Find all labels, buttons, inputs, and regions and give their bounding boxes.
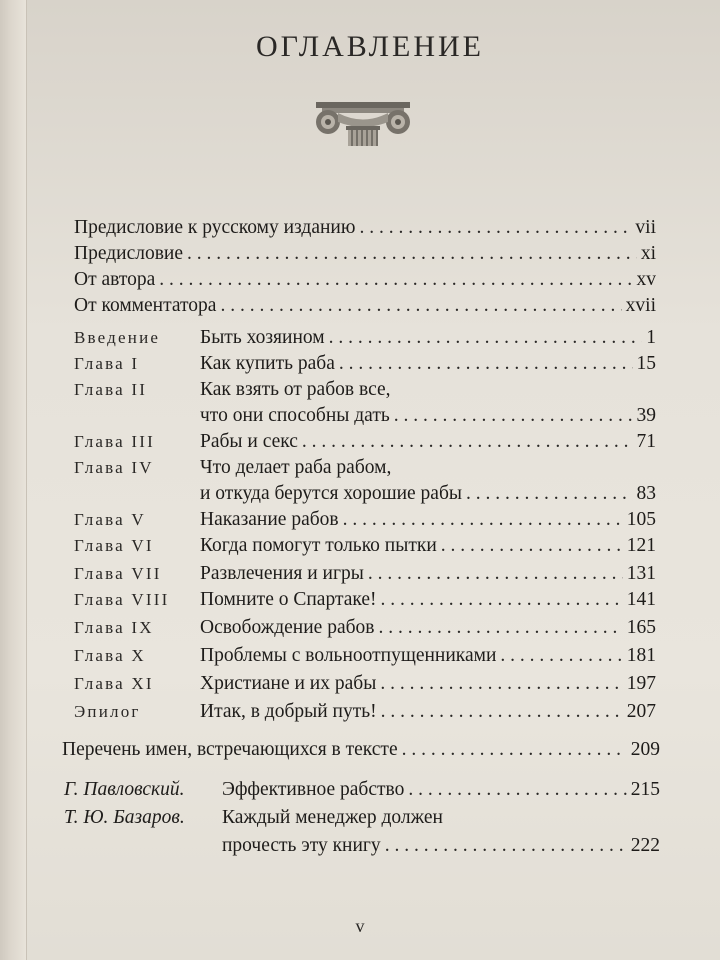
ionic-capital-icon xyxy=(308,96,418,148)
toc-entry[interactable]: Как купить раба . . . 15 xyxy=(200,352,656,376)
chapter-label: Глава VIII xyxy=(74,590,170,609)
toc-entry[interactable]: От комментатора . . . xvii xyxy=(74,294,656,318)
appendix-author: Т. Ю. Базаров. xyxy=(64,807,185,828)
toc-entry[interactable]: Освобождение рабов . . . 165 xyxy=(200,616,656,640)
page-title: ОГЛАВЛЕНИЕ xyxy=(256,30,484,63)
toc-entry[interactable]: Эффективное рабство . . . 215 xyxy=(222,778,660,802)
page-number: v xyxy=(355,916,365,936)
chapter-label: Глава IV xyxy=(74,458,154,477)
chapter-label: Глава XI xyxy=(74,674,154,693)
toc-entry[interactable]: Когда помогут только пытки . . . 121 xyxy=(200,534,656,558)
toc-entry[interactable]: От автора . . . xv xyxy=(74,268,656,292)
toc-entry[interactable]: Предисловие . . . xi xyxy=(74,242,656,266)
toc-entry[interactable]: Наказание рабов . . . 105 xyxy=(200,508,656,532)
toc-entry-line[interactable]: Как взять от рабов все, xyxy=(200,379,391,400)
chapter-label: Глава I xyxy=(74,354,140,373)
chapter-label: Глава III xyxy=(74,432,155,451)
toc-entry-line[interactable]: Каждый менеджер должен xyxy=(222,807,443,828)
chapter-label: Глава VI xyxy=(74,536,154,555)
toc-entry[interactable]: Итак, в добрый путь! . . . 207 xyxy=(200,700,656,724)
toc-entry-line[interactable]: Что делает раба рабом, xyxy=(200,457,392,478)
toc-entry-index[interactable]: Перечень имен, встречающихся в тексте . . . 209 xyxy=(62,738,660,762)
toc-entry[interactable]: Помните о Спартаке! . . . 141 xyxy=(200,588,656,612)
toc-entry[interactable]: что они способны дать . . . 39 xyxy=(200,404,656,428)
toc-entry[interactable]: прочесть эту книгу . . . 222 xyxy=(222,834,660,858)
toc-entry[interactable]: Быть хозяином . . . 1 xyxy=(200,326,656,350)
appendix-author: Г. Павловский. xyxy=(64,779,185,800)
toc-entry[interactable]: и откуда берутся хорошие рабы . . . 83 xyxy=(200,482,656,506)
chapter-label: Глава II xyxy=(74,380,148,399)
chapter-label: Глава X xyxy=(74,646,146,665)
toc-entry[interactable]: Предисловие к русскому изданию . . . vii xyxy=(74,216,656,240)
chapter-label: Эпилог xyxy=(74,702,141,721)
toc-entry[interactable]: Развлечения и игры . . . 131 xyxy=(200,562,656,586)
chapter-label: Введение xyxy=(74,328,161,347)
toc-entry[interactable]: Проблемы с вольноотпущенниками . . . 181 xyxy=(200,644,656,668)
toc-entry[interactable]: Рабы и секс . . . 71 xyxy=(200,430,656,454)
chapter-label: Глава IX xyxy=(74,618,154,637)
page-edge xyxy=(0,0,27,960)
chapter-label: Глава VII xyxy=(74,564,162,583)
toc-entry[interactable]: Христиане и их рабы . . . 197 xyxy=(200,672,656,696)
chapter-label: Глава V xyxy=(74,510,146,529)
